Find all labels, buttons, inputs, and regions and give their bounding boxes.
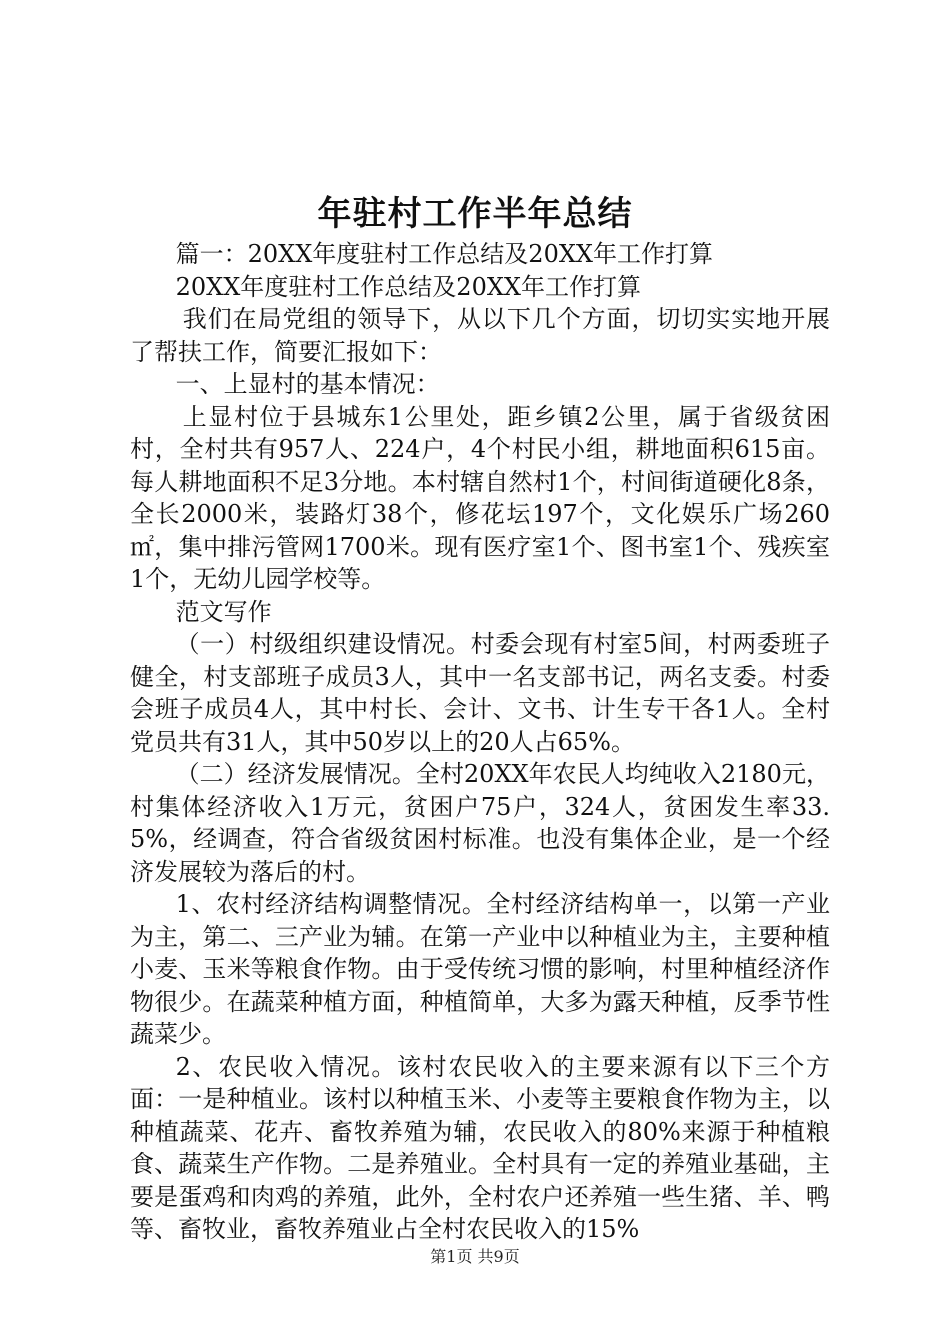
- paragraph-organization: （一）村级组织建设情况。村委会现有村室5间，村两委班子健全，村支部班子成员3人，其中一名支部书记，两名支委。村委会班子成员4人，其中村长、会计、文书、计生专干各1人。全村党员共有31人，其中50岁以上的20人占65%。: [130, 630, 830, 756]
- paragraph-heading-1: 篇一：20XX年度驻村工作总结及20XX年工作打算: [175, 240, 714, 268]
- paragraph-intro: 我们在局党组的领导下，从以下几个方面，切切实实地开展了帮扶工作，简要汇报如下：: [130, 305, 830, 366]
- paragraph-village-info: 上显村位于县城东1公里处，距乡镇2公里，属于省级贫困村，全村共有957人、224户，4个村民小组，耕地面积615亩。每人耕地面积不足3分地。本村辖自然村1个，村间街道硬化8条，全长2000米，装路灯38个，修花坛197个，文化娱乐广场260㎡，集中排污管网1700米。现有医疗室1个、图书室1个、残疾室1个，无幼儿园学校等。: [130, 402, 830, 593]
- paragraph-heading-2: 20XX年度驻村工作总结及20XX年工作打算: [175, 272, 642, 301]
- document-title: 年驻村工作半年总结: [317, 194, 633, 234]
- document-body: [130, 238, 830, 1246]
- paragraph-economy: （二）经济发展情况。全村20XX年农民人均纯收入2180元，村集体经济收入1万元，贫困户75户，324人，贫困发生率33.5%，经调查，符合省级贫困村标准。也没有集体企业，是一个经济发展较为落后的村。: [130, 760, 830, 886]
- paragraph-section-1: 一、上显村的基本情况：: [175, 370, 440, 398]
- paragraph-structure: 1、农村经济结构调整情况。全村经济结构单一，以第一产业为主，第二、三产业为辅。在第一产业中以种植业为主，主要种植小麦、玉米等粮食作物。由于受传统习惯的影响，村里种植经济作物很少。在蔬菜种植方面，种植简单，大多为露天种植，反季节性蔬菜少。: [130, 890, 830, 1048]
- paragraph-fanwen: 范文写作: [175, 597, 272, 626]
- paragraph-income: 2、农民收入情况。该村农民收入的主要来源有以下三个方面：一是种植业。该村以种植玉米、小麦等主要粮食作物为主，以种植蔬菜、花卉、畜牧养殖为辅，农民收入的80%来源于种植粮食、蔬菜生产作物。二是养殖业。全村具有一定的养殖业基础，主要是蛋鸡和肉鸡的养殖，此外，全村农户还养殖一些生猪、羊、鸭等、畜牧业，畜牧养殖业占全村农民收入的15%: [130, 1052, 830, 1243]
- page-footer: 第1页 共9页: [430, 1247, 520, 1266]
